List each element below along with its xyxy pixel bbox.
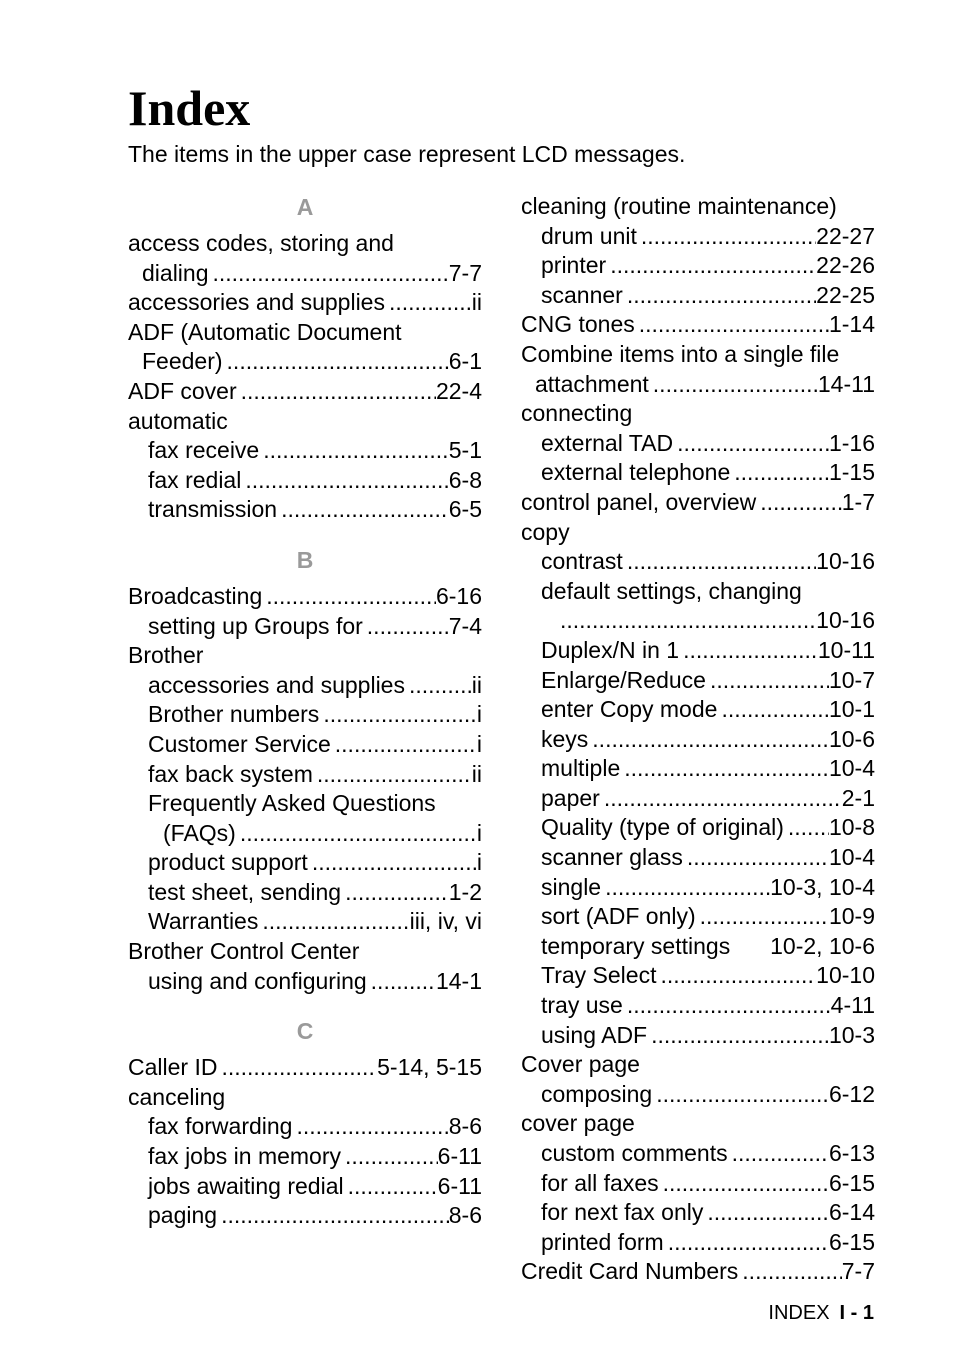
index-term: multiple bbox=[541, 755, 621, 782]
index-page-ref: 10-9 bbox=[828, 903, 875, 930]
dot-leader bbox=[679, 636, 818, 666]
index-page-ref: 10-10 bbox=[816, 962, 875, 989]
index-term: contrast bbox=[541, 548, 623, 575]
dot-leader bbox=[241, 466, 448, 496]
index-column-right bbox=[521, 192, 875, 1287]
index-term: transmission bbox=[148, 496, 278, 523]
index-term: fax redial bbox=[148, 466, 242, 493]
index-entry bbox=[128, 700, 482, 730]
index-entry bbox=[521, 636, 875, 666]
index-term: dialing bbox=[142, 259, 209, 286]
index-term: Combine items into a single file bbox=[521, 340, 840, 367]
index-page-ref: ii bbox=[471, 760, 482, 787]
index-entry bbox=[521, 577, 875, 607]
index-entry bbox=[521, 547, 875, 577]
dot-leader bbox=[784, 813, 829, 843]
index-page-ref: i bbox=[476, 730, 482, 757]
index-entry bbox=[128, 1201, 482, 1231]
index-term: jobs awaiting redial bbox=[148, 1172, 344, 1199]
index-term: fax back system bbox=[148, 760, 313, 787]
index-term: setting up Groups for bbox=[148, 612, 363, 639]
index-entry bbox=[128, 848, 482, 878]
index-entry bbox=[128, 937, 482, 967]
dot-leader bbox=[258, 907, 409, 937]
index-term: Quality (type of original) bbox=[541, 814, 784, 841]
index-term: for all faxes bbox=[541, 1169, 659, 1196]
index-page-ref: 6-11 bbox=[437, 1143, 482, 1170]
index-page-ref: 10-1 bbox=[828, 696, 875, 723]
index-term: using ADF bbox=[541, 1021, 648, 1048]
dot-leader bbox=[656, 961, 816, 991]
index-term: Brother numbers bbox=[148, 701, 320, 728]
dot-leader bbox=[683, 843, 829, 873]
dot-leader bbox=[728, 1139, 829, 1169]
index-page-ref: 6-1 bbox=[448, 348, 482, 375]
dot-leader bbox=[738, 1257, 841, 1287]
index-term: Feeder) bbox=[142, 348, 223, 375]
index-entry bbox=[128, 229, 482, 259]
index-page-ref: 6-8 bbox=[448, 466, 482, 493]
index-page-ref: 5-1 bbox=[448, 437, 482, 464]
index-entry bbox=[128, 259, 482, 289]
index-term: Brother bbox=[128, 642, 204, 669]
index-term: copy bbox=[521, 518, 570, 545]
index-entry bbox=[521, 1021, 875, 1051]
index-entry bbox=[128, 967, 482, 997]
dot-leader bbox=[706, 666, 829, 696]
index-page-ref: 1-2 bbox=[448, 878, 482, 905]
index-term: canceling bbox=[128, 1083, 226, 1110]
index-entry bbox=[521, 310, 875, 340]
index-entry bbox=[521, 1080, 875, 1110]
dot-leader bbox=[385, 288, 472, 318]
index-entry bbox=[521, 1257, 875, 1287]
index-page-ref: 10-3, 10-4 bbox=[770, 873, 875, 900]
index-entry bbox=[521, 843, 875, 873]
index-entry bbox=[521, 902, 875, 932]
index-entry bbox=[521, 1228, 875, 1258]
index-page-ref: i bbox=[476, 819, 482, 846]
index-entry bbox=[521, 961, 875, 991]
dot-leader bbox=[313, 760, 472, 790]
index-entry bbox=[521, 251, 875, 281]
index-entry bbox=[521, 340, 875, 370]
index-term: Frequently Asked Questions bbox=[148, 790, 436, 817]
index-page-ref: 6-15 bbox=[828, 1169, 875, 1196]
index-entry bbox=[521, 991, 875, 1021]
dot-leader bbox=[308, 848, 477, 878]
index-entry bbox=[128, 730, 482, 760]
index-entry bbox=[521, 725, 875, 755]
index-page-ref: 10-7 bbox=[828, 666, 875, 693]
dot-leader bbox=[344, 1172, 438, 1202]
index-page-ref: 10-4 bbox=[828, 844, 875, 871]
index-page-ref: 7-7 bbox=[841, 1258, 875, 1285]
index-term: (FAQs) bbox=[163, 819, 236, 846]
dot-leader bbox=[367, 967, 436, 997]
index-page-ref: 22-26 bbox=[816, 252, 875, 279]
dot-leader bbox=[556, 606, 816, 636]
index-entry bbox=[521, 518, 875, 548]
dot-leader bbox=[217, 1201, 449, 1231]
index-term: test sheet, sending bbox=[148, 878, 342, 905]
dot-leader bbox=[217, 1053, 377, 1083]
index-entry bbox=[521, 932, 875, 962]
index-term: printed form bbox=[541, 1228, 664, 1255]
index-page-ref: 1-16 bbox=[828, 429, 875, 456]
index-term: cover page bbox=[521, 1110, 635, 1137]
index-entry bbox=[521, 666, 875, 696]
dot-leader bbox=[730, 458, 829, 488]
section-letter: B bbox=[296, 546, 314, 573]
dot-leader bbox=[223, 347, 449, 377]
index-entry bbox=[128, 288, 482, 318]
index-term: paper bbox=[541, 784, 600, 811]
dot-leader bbox=[673, 429, 829, 459]
footer-label: INDEX bbox=[768, 1302, 830, 1324]
index-page-ref: 22-25 bbox=[816, 281, 875, 308]
index-entry bbox=[521, 606, 875, 636]
index-entry bbox=[521, 192, 875, 222]
page-title: Index bbox=[128, 80, 251, 136]
index-entry bbox=[521, 695, 875, 725]
dot-leader bbox=[659, 1169, 829, 1199]
index-term: automatic bbox=[128, 407, 228, 434]
index-term: external TAD bbox=[541, 429, 674, 456]
index-entry bbox=[128, 878, 482, 908]
dot-leader bbox=[601, 873, 770, 903]
dot-leader bbox=[259, 436, 449, 466]
index-term: temporary settings bbox=[541, 932, 731, 959]
index-entry bbox=[521, 370, 875, 400]
dot-leader bbox=[703, 1198, 829, 1228]
index-page-ref: 1-14 bbox=[828, 311, 875, 338]
dot-leader bbox=[652, 1080, 829, 1110]
index-term: accessories and supplies bbox=[128, 289, 385, 316]
index-page-ref: 22-4 bbox=[435, 377, 482, 404]
dot-leader bbox=[637, 222, 816, 252]
index-entry bbox=[128, 1142, 482, 1172]
index-page-ref: 10-11 bbox=[817, 636, 875, 663]
index-page-ref: 6-15 bbox=[828, 1228, 875, 1255]
index-entry bbox=[521, 1050, 875, 1080]
index-term: control panel, overview bbox=[521, 488, 757, 515]
dot-leader bbox=[600, 784, 842, 814]
index-entry bbox=[128, 1112, 482, 1142]
dot-leader bbox=[277, 495, 449, 525]
dot-leader bbox=[236, 819, 477, 849]
dot-leader bbox=[405, 671, 472, 701]
index-page-ref: 6-14 bbox=[828, 1199, 875, 1226]
dot-leader bbox=[647, 1021, 829, 1051]
index-page-ref: 14-11 bbox=[817, 370, 875, 397]
index-term: single bbox=[541, 873, 602, 900]
index-page-ref: ii bbox=[471, 289, 482, 316]
section-gap bbox=[128, 996, 482, 1016]
dot-leader bbox=[363, 612, 449, 642]
index-page-ref: 6-12 bbox=[828, 1080, 875, 1107]
index-entry bbox=[128, 760, 482, 790]
index-page-ref: 6-11 bbox=[437, 1172, 482, 1199]
index-page-ref: 10-16 bbox=[816, 607, 875, 634]
index-page-ref: 22-27 bbox=[816, 222, 875, 249]
index-entry bbox=[128, 377, 482, 407]
dot-leader bbox=[237, 377, 436, 407]
dot-leader bbox=[341, 878, 449, 908]
index-term: product support bbox=[148, 849, 308, 876]
section-gap bbox=[128, 525, 482, 545]
page-subtitle: The items in the upper case represent LCD messages. bbox=[128, 141, 686, 167]
index-term: Credit Card Numbers bbox=[521, 1258, 739, 1285]
index-term: Broadcasting bbox=[128, 582, 263, 609]
index-term: accessories and supplies bbox=[148, 671, 405, 698]
index-entry bbox=[128, 1172, 482, 1202]
index-page-ref: 14-1 bbox=[435, 967, 482, 994]
index-page-ref: 10-16 bbox=[816, 548, 875, 575]
index-page-ref: 10-8 bbox=[828, 814, 875, 841]
index-page-ref: 1-15 bbox=[828, 459, 875, 486]
index-term: Duplex/N in 1 bbox=[541, 636, 680, 663]
index-term: using and configuring bbox=[148, 967, 367, 994]
index-page-ref: 5-14, 5-15 bbox=[377, 1054, 482, 1081]
index-term: fax jobs in memory bbox=[148, 1143, 342, 1170]
index-term: custom comments bbox=[541, 1140, 728, 1166]
dot-leader bbox=[620, 754, 829, 784]
index-entry bbox=[521, 1169, 875, 1199]
index-page-ref: 10-3 bbox=[828, 1021, 875, 1048]
index-entry bbox=[128, 495, 482, 525]
index-term: external telephone bbox=[541, 459, 731, 486]
index-page-ref: 1-7 bbox=[841, 488, 875, 515]
index-page-ref: iii, iv, vi bbox=[409, 908, 482, 935]
index-entry bbox=[128, 436, 482, 466]
section-letter: A bbox=[296, 194, 314, 220]
dot-leader bbox=[623, 991, 831, 1021]
index-page-ref: 8-6 bbox=[448, 1202, 482, 1229]
index-entry bbox=[128, 347, 482, 377]
index-term: ADF cover bbox=[128, 377, 237, 404]
index-page-ref: 8-6 bbox=[448, 1113, 482, 1140]
dot-leader bbox=[756, 488, 842, 518]
index-term: Brother Control Center bbox=[128, 938, 360, 965]
index-entry bbox=[521, 429, 875, 459]
index-term: CNG tones bbox=[521, 311, 635, 338]
index-page-ref: 6-16 bbox=[435, 582, 482, 609]
dot-leader bbox=[292, 1112, 448, 1142]
index-page-ref: 6-13 bbox=[828, 1140, 875, 1166]
index-term: tray use bbox=[541, 992, 623, 1019]
index-entry bbox=[521, 222, 875, 252]
index-entry bbox=[521, 1109, 875, 1139]
index-entry bbox=[128, 407, 482, 437]
index-term: access codes, storing and bbox=[128, 230, 394, 256]
index-term: Warranties bbox=[148, 908, 259, 935]
index-term: cleaning (routine maintenance) bbox=[521, 193, 837, 219]
index-page-ref: 4-11 bbox=[830, 992, 875, 1019]
index-page-ref: 7-7 bbox=[448, 259, 482, 286]
index-page-ref: 2-1 bbox=[841, 784, 875, 811]
index-term: Enlarge/Reduce bbox=[541, 666, 706, 693]
index-entry bbox=[521, 754, 875, 784]
dot-leader bbox=[319, 700, 477, 730]
dot-leader bbox=[606, 251, 816, 281]
index-entry bbox=[521, 281, 875, 311]
index-term: default settings, changing bbox=[541, 577, 802, 604]
index-column-left bbox=[128, 192, 482, 1231]
index-page-ref: i bbox=[476, 701, 482, 728]
index-entry bbox=[521, 813, 875, 843]
index-entry bbox=[128, 612, 482, 642]
index-term: fax receive bbox=[148, 437, 260, 464]
dot-leader bbox=[635, 310, 829, 340]
index-entry bbox=[128, 789, 482, 819]
index-term: attachment bbox=[535, 370, 649, 397]
index-entry bbox=[521, 784, 875, 814]
dot-leader bbox=[341, 1142, 438, 1172]
index-term: sort (ADF only) bbox=[541, 903, 696, 930]
index-term: composing bbox=[541, 1080, 653, 1107]
dot-leader bbox=[209, 259, 449, 289]
index-page-ref: i bbox=[476, 849, 482, 876]
index-term: fax forwarding bbox=[148, 1113, 293, 1140]
dot-leader bbox=[262, 582, 436, 612]
dot-leader bbox=[623, 281, 816, 311]
index-page-ref: 10-4 bbox=[828, 755, 875, 782]
index-term: scanner bbox=[541, 281, 623, 308]
index-entry bbox=[521, 1198, 875, 1228]
section-letter: C bbox=[296, 1018, 314, 1045]
index-entry bbox=[128, 671, 482, 701]
index-term: printer bbox=[541, 252, 607, 279]
index-term: ADF (Automatic Document bbox=[128, 318, 402, 345]
dot-leader bbox=[588, 725, 829, 755]
dot-leader bbox=[623, 547, 816, 577]
dot-leader bbox=[649, 370, 818, 400]
index-entry bbox=[521, 873, 875, 903]
page-footer bbox=[768, 1300, 874, 1326]
dot-leader bbox=[664, 1228, 829, 1258]
index-entry bbox=[128, 582, 482, 612]
dot-leader bbox=[696, 902, 829, 932]
index-entry bbox=[521, 488, 875, 518]
index-entry bbox=[521, 399, 875, 429]
index-entry bbox=[128, 318, 482, 348]
index-term: Tray Select bbox=[541, 962, 657, 989]
index-entry bbox=[128, 1053, 482, 1083]
dot-leader bbox=[717, 695, 829, 725]
index-term: Caller ID bbox=[128, 1054, 218, 1081]
index-entry bbox=[128, 819, 482, 849]
index-term: connecting bbox=[521, 400, 633, 427]
index-page-ref: 6-5 bbox=[448, 496, 482, 523]
index-page-ref: ii bbox=[471, 671, 482, 698]
index-term: paging bbox=[148, 1202, 218, 1229]
index-entry bbox=[128, 641, 482, 671]
index-term: enter Copy mode bbox=[541, 696, 718, 723]
index-entry bbox=[128, 466, 482, 496]
index-entry bbox=[128, 1083, 482, 1113]
index-term: scanner glass bbox=[541, 844, 683, 871]
dot-leader bbox=[331, 730, 477, 760]
footer-page-number: I - 1 bbox=[839, 1302, 874, 1324]
index-term: Cover page bbox=[521, 1051, 640, 1078]
index-page-ref: 10-6 bbox=[828, 725, 875, 752]
index-term: drum unit bbox=[541, 222, 637, 249]
index-entry bbox=[128, 907, 482, 937]
index-term: keys bbox=[541, 725, 589, 752]
index-term: Customer Service bbox=[148, 730, 331, 757]
index-entry bbox=[521, 1139, 875, 1169]
index-entry bbox=[521, 458, 875, 488]
index-term: for next fax only bbox=[541, 1199, 704, 1226]
index-page-ref: 10-2, 10-6 bbox=[770, 932, 875, 959]
index-page-ref: 7-4 bbox=[448, 612, 482, 639]
